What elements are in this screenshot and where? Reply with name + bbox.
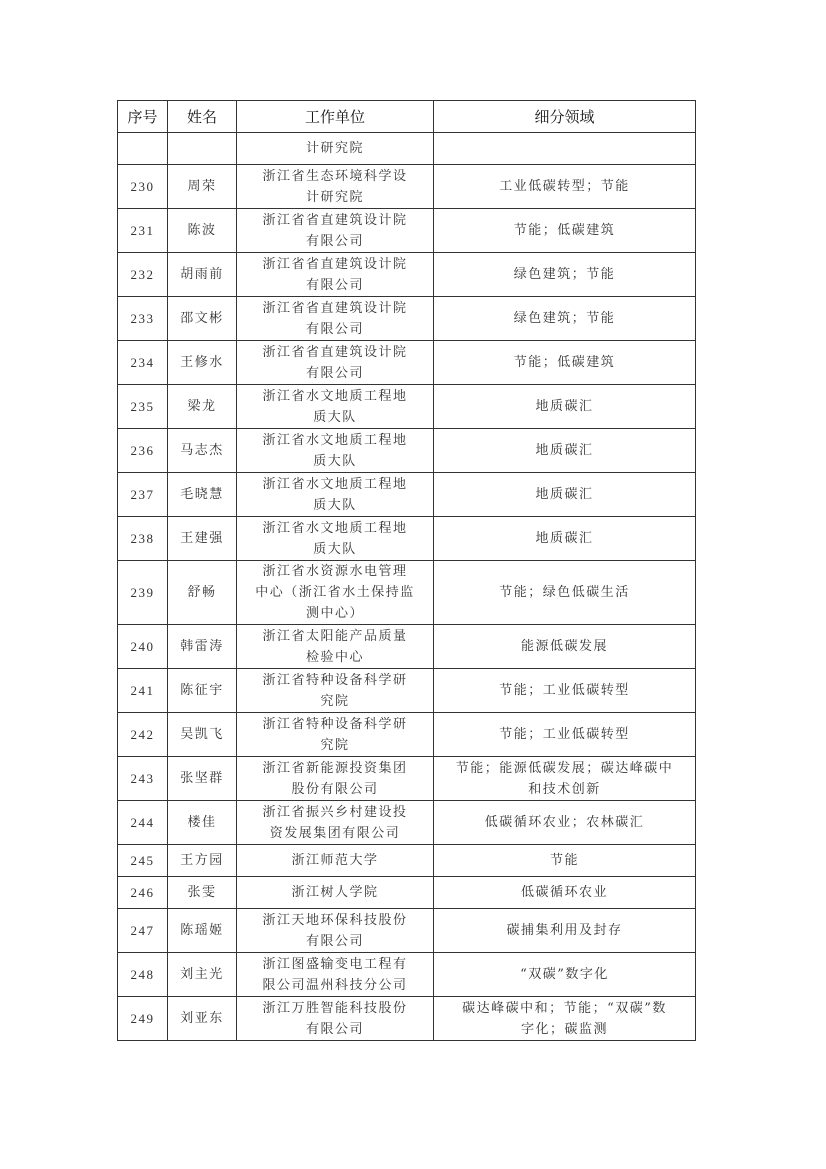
cell-unit [237, 845, 434, 877]
cell-name: 邵文彬 [168, 297, 237, 341]
cell-unit [237, 209, 434, 253]
unit-line: 浙江万胜智能科技股份 [262, 1000, 408, 1016]
cell-unit [237, 997, 434, 1041]
table-row [118, 909, 696, 953]
cell-seq: 249 [118, 997, 168, 1041]
unit-line: 浙江省特种设备科学研 [262, 716, 408, 732]
unit-line: 质大队 [313, 497, 357, 513]
cell-seq: 232 [118, 253, 168, 297]
unit-line: 浙江省省直建筑设计院 [262, 256, 408, 272]
cell-field [434, 165, 696, 209]
table-row [118, 385, 696, 429]
unit-line: 质大队 [313, 541, 357, 557]
cell-seq: 242 [118, 713, 168, 757]
unit-line: 浙江省省直建筑设计院 [262, 300, 408, 316]
cell-field [434, 669, 696, 713]
cell-field [434, 297, 696, 341]
unit-line: 浙江省水文地质工程地 [262, 520, 408, 536]
field-line: 节能 [549, 853, 579, 868]
cell-name: 刘亚东 [168, 997, 237, 1041]
field-line: “双碳”数字化 [520, 967, 609, 982]
unit-line: 中心（浙江省水土保持监 [255, 585, 415, 600]
table-row [118, 845, 696, 877]
table-row [118, 757, 696, 801]
unit-line: 浙江树人学院 [291, 885, 379, 900]
unit-line: 限公司温州科技分公司 [262, 977, 408, 993]
unit-line: 究院 [320, 693, 350, 709]
cell-seq: 237 [118, 473, 168, 517]
field-line: 低碳循环农业 [520, 885, 608, 900]
table-row [118, 429, 696, 473]
cell-unit [237, 253, 434, 297]
unit-line: 质大队 [313, 409, 357, 425]
header-unit: 工作单位 [237, 101, 434, 133]
cell-unit [237, 385, 434, 429]
unit-line: 浙江省特种设备科学研 [262, 672, 408, 688]
field-line: 节能；低碳建筑 [513, 223, 616, 238]
cell-unit [237, 801, 434, 845]
unit-line: 有限公司 [305, 933, 364, 949]
cell-seq: 248 [118, 953, 168, 997]
unit-line: 质大队 [313, 453, 357, 469]
table-row [118, 473, 696, 517]
table-row [118, 517, 696, 561]
unit-line: 浙江图盛输变电工程有 [262, 956, 408, 972]
table-row [118, 561, 696, 625]
header-seq: 序号 [118, 101, 168, 133]
unit-line: 测中心） [305, 606, 364, 621]
cell-seq: 246 [118, 877, 168, 909]
field-line: 节能；工业低碳转型 [499, 683, 630, 698]
cell-field [434, 133, 696, 165]
field-line: 字化；碳监测 [520, 1021, 608, 1037]
unit-line: 浙江省水文地质工程地 [262, 388, 408, 404]
cell-unit [237, 429, 434, 473]
unit-line: 有限公司 [305, 233, 364, 249]
cell-unit [237, 713, 434, 757]
cell-field [434, 561, 696, 625]
cell-seq [118, 133, 168, 165]
unit-line: 有限公司 [305, 277, 364, 293]
cell-name: 舒畅 [168, 561, 237, 625]
cell-unit [237, 165, 434, 209]
unit-line: 有限公司 [305, 1021, 364, 1037]
cell-field [434, 909, 696, 953]
cell-name: 胡雨前 [168, 253, 237, 297]
field-line: 绿色建筑；节能 [513, 311, 616, 326]
cell-name: 梁龙 [168, 385, 237, 429]
cell-name: 王建强 [168, 517, 237, 561]
cell-field [434, 625, 696, 669]
cell-seq: 243 [118, 757, 168, 801]
field-line: 和技术创新 [528, 781, 601, 797]
cell-seq: 247 [118, 909, 168, 953]
field-line: 绿色建筑；节能 [513, 267, 616, 282]
cell-name: 楼佳 [168, 801, 237, 845]
cell-name: 张坚群 [168, 757, 237, 801]
cell-seq: 233 [118, 297, 168, 341]
field-line: 地质碳汇 [535, 399, 594, 414]
cell-field [434, 801, 696, 845]
unit-line: 有限公司 [305, 365, 364, 381]
field-line: 节能；低碳建筑 [513, 355, 616, 370]
cell-name: 陈波 [168, 209, 237, 253]
table-row [118, 253, 696, 297]
cell-unit [237, 757, 434, 801]
unit-line: 浙江天地环保科技股份 [262, 912, 408, 928]
cell-name: 毛晓慧 [168, 473, 237, 517]
unit-line: 计研究院 [305, 189, 364, 205]
field-line: 节能；绿色低碳生活 [499, 585, 630, 600]
unit-line: 浙江省太阳能产品质量 [262, 628, 408, 644]
cell-seq: 231 [118, 209, 168, 253]
cell-unit [237, 561, 434, 625]
table-row [118, 877, 696, 909]
header-name: 姓名 [168, 101, 237, 133]
table-row [118, 625, 696, 669]
cell-name: 马志杰 [168, 429, 237, 473]
field-line: 节能；工业低碳转型 [499, 727, 630, 742]
cell-seq: 230 [118, 165, 168, 209]
cell-name: 王修水 [168, 341, 237, 385]
cell-seq: 235 [118, 385, 168, 429]
unit-line: 浙江省振兴乡村建设投 [262, 804, 408, 820]
field-line: 低碳循环农业；农林碳汇 [484, 815, 645, 830]
unit-line: 计研究院 [305, 141, 364, 156]
field-line: 工业低碳转型；节能 [499, 179, 630, 194]
cell-seq: 234 [118, 341, 168, 385]
table-row [118, 165, 696, 209]
cell-field [434, 517, 696, 561]
cell-unit [237, 909, 434, 953]
cell-unit [237, 517, 434, 561]
cell-seq: 240 [118, 625, 168, 669]
unit-line: 有限公司 [305, 321, 364, 337]
unit-line: 浙江省水文地质工程地 [262, 432, 408, 448]
field-line: 碳捕集利用及封存 [506, 923, 623, 938]
cell-unit [237, 877, 434, 909]
cell-field [434, 953, 696, 997]
cell-seq: 236 [118, 429, 168, 473]
cell-name: 周荣 [168, 165, 237, 209]
header-field: 细分领域 [434, 101, 696, 133]
unit-line: 浙江省省直建筑设计院 [262, 344, 408, 360]
field-line: 碳达峰碳中和；节能；“双碳”数 [462, 1000, 667, 1016]
cell-unit [237, 953, 434, 997]
table-row [118, 713, 696, 757]
cell-seq: 238 [118, 517, 168, 561]
expert-roster-table [117, 100, 696, 1041]
table-header-row [118, 101, 696, 133]
cell-unit [237, 669, 434, 713]
unit-line: 资发展集团有限公司 [269, 825, 401, 841]
cell-field [434, 429, 696, 473]
cell-name: 张雯 [168, 877, 237, 909]
cell-name: 王方园 [168, 845, 237, 877]
cell-unit [237, 297, 434, 341]
unit-line: 浙江省省直建筑设计院 [262, 212, 408, 228]
field-line: 地质碳汇 [535, 443, 594, 458]
cell-unit [237, 473, 434, 517]
table-row [118, 341, 696, 385]
cell-name: 刘主光 [168, 953, 237, 997]
cell-unit [237, 133, 434, 165]
table-row [118, 669, 696, 713]
cell-field [434, 997, 696, 1041]
cell-field [434, 209, 696, 253]
unit-line: 股份有限公司 [291, 781, 379, 797]
cell-field [434, 713, 696, 757]
cell-seq: 245 [118, 845, 168, 877]
cell-seq: 241 [118, 669, 168, 713]
cell-field [434, 473, 696, 517]
cell-seq: 239 [118, 561, 168, 625]
unit-line: 浙江省水资源水电管理 [262, 564, 408, 579]
cell-name [168, 133, 237, 165]
table-row [118, 801, 696, 845]
cell-field [434, 341, 696, 385]
cell-name: 陈征宇 [168, 669, 237, 713]
unit-line: 检验中心 [305, 649, 364, 665]
table-row [118, 953, 696, 997]
unit-line: 浙江省水文地质工程地 [262, 476, 408, 492]
cell-field [434, 385, 696, 429]
cell-name: 陈瑶姬 [168, 909, 237, 953]
table-row [118, 997, 696, 1041]
field-line: 地质碳汇 [535, 531, 594, 546]
cell-unit [237, 625, 434, 669]
table-row [118, 297, 696, 341]
table-row [118, 133, 696, 165]
unit-line: 浙江省生态环境科学设 [262, 168, 408, 184]
unit-line: 究院 [320, 737, 350, 753]
table-body [118, 133, 696, 1041]
cell-field [434, 877, 696, 909]
cell-name: 吴凯飞 [168, 713, 237, 757]
cell-seq: 244 [118, 801, 168, 845]
cell-field [434, 757, 696, 801]
table-row [118, 209, 696, 253]
cell-name: 韩雷涛 [168, 625, 237, 669]
cell-unit [237, 341, 434, 385]
field-line: 能源低碳发展 [520, 639, 608, 654]
cell-field [434, 253, 696, 297]
field-line: 节能；能源低碳发展；碳达峰碳中 [455, 760, 674, 776]
field-line: 地质碳汇 [535, 487, 594, 502]
cell-field [434, 845, 696, 877]
unit-line: 浙江师范大学 [291, 853, 379, 868]
unit-line: 浙江省新能源投资集团 [262, 760, 408, 776]
